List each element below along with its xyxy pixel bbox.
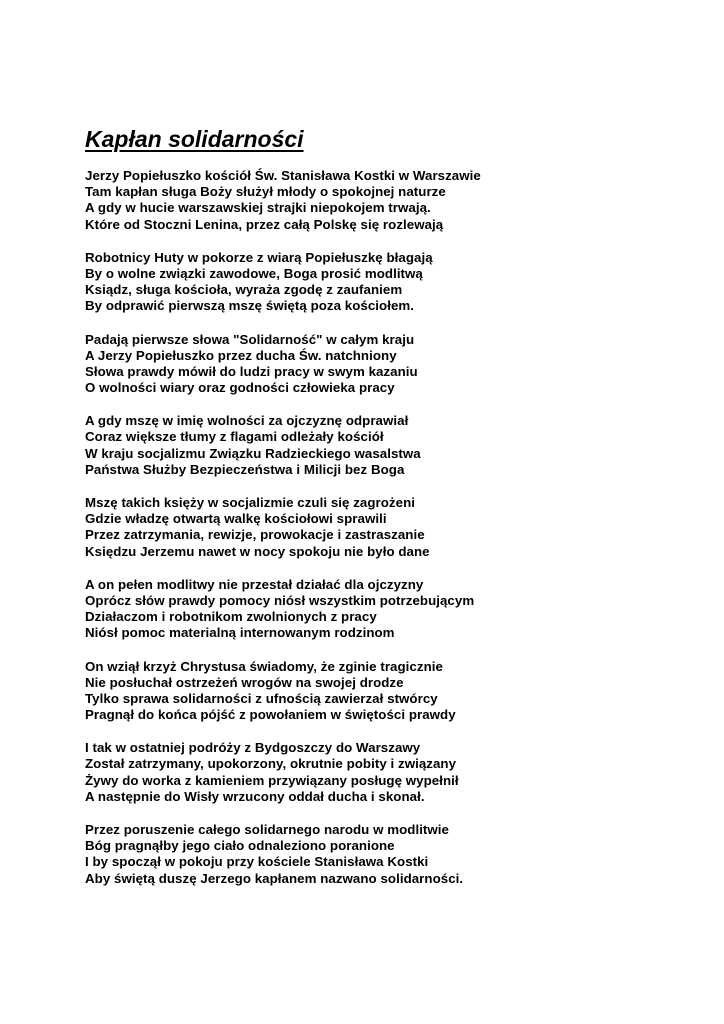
poem-line: Tylko sprawa solidarności z ufnością zawierzał stwórcy xyxy=(85,690,438,706)
poem-line: Jerzy Popiełuszko kościół Św. Stanisława Kostki w Warszawie xyxy=(85,168,481,183)
poem-line: A gdy mszę w imię wolności za ojczyznę odprawiał xyxy=(85,413,409,429)
stanza-9 xyxy=(85,822,705,887)
poem-line: O wolności wiary oraz godności człowieka pracy xyxy=(85,380,395,396)
poem-line: I by spoczął w pokoju przy kościele Stanisława Kostki xyxy=(85,854,429,870)
poem-line: Które od Stoczni Lenina, przez całą Polskę się rozlewają xyxy=(85,216,444,232)
stanza-2 xyxy=(85,250,705,315)
poem-line: By odprawić pierwszą mszę świętą poza kościołem. xyxy=(85,298,415,314)
poem-line: Oprócz słów prawdy pomocy niósł wszystkim potrzebującym xyxy=(85,592,475,608)
poem-line: Niósł pomoc materialną internowanym rodzinom xyxy=(85,625,395,641)
poem-line: Pragnął do końca pójść z powołaniem w świętości prawdy xyxy=(85,707,456,723)
poem-line: Księdzu Jerzemu nawet w nocy spokoju nie było dane xyxy=(85,543,430,559)
poem-line: On wziął krzyż Chrystusa świadomy, że zginie tragicznie xyxy=(85,658,443,674)
poem-line: Słowa prawdy mówił do ludzi pracy w swym kazaniu xyxy=(85,363,418,379)
poem-line: By o wolne związki zawodowe, Boga prosić modlitwą xyxy=(85,265,423,281)
poem-line: Żywy do worka z kamieniem przywiązany posługę wypełnił xyxy=(85,772,459,788)
poem-line: Coraz większe tłumy z flagami odleżały kościół xyxy=(85,429,384,445)
poem-line: Przez poruszenie całego solidarnego narodu w modlitwie xyxy=(85,822,449,837)
stanza-8 xyxy=(85,740,705,805)
poem-line: A następnie do Wisły wrzucony oddał ducha i skonał. xyxy=(85,788,425,804)
poem-line: Został zatrzymany, upokorzony, okrutnie pobity i związany xyxy=(85,756,457,772)
poem-line: A on pełen modlitwy nie przestał działać dla ojczyzny xyxy=(85,576,424,592)
poem-line: Nie posłuchał ostrzeżeń wrogów na swojej drodze xyxy=(85,674,404,690)
poem-line: Ksiądz, sługa kościoła, wyraża zgodę z zaufaniem xyxy=(85,282,403,298)
poem-line: Tam kapłan sługa Boży służył młody o spokojnej naturze xyxy=(85,184,446,200)
stanza-4 xyxy=(85,413,705,478)
poem-title: Kapłan solidarności xyxy=(85,126,304,152)
poem-line: Państwa Służby Bezpieczeństwa i Milicji bez Boga xyxy=(85,461,405,477)
poem-line: I tak w ostatniej podróży z Bydgoszczy do Warszawy xyxy=(85,740,421,756)
poem-line: Padają pierwsze słowa "Solidarność" w całym kraju xyxy=(85,331,415,347)
stanza-3 xyxy=(85,332,705,397)
poem-line: Mszę takich księży w socjalizmie czuli się zagrożeni xyxy=(85,495,415,510)
stanza-5 xyxy=(85,495,705,560)
stanza-7 xyxy=(85,659,705,724)
poem-line: Aby świętą duszę Jerzego kapłanem nazwano solidarności. xyxy=(85,870,464,886)
poem-line: A gdy w hucie warszawskiej strajki niepokojem trwają. xyxy=(85,200,431,216)
poem-line: Gdzie władzę otwartą walkę kościołowi sprawili xyxy=(85,511,387,527)
poem-line: Robotnicy Huty w pokorze z wiarą Popiełuszkę błagają xyxy=(85,249,433,265)
poem-line: Działaczom i robotnikom zwolnionych z pracy xyxy=(85,609,377,625)
poem-line: A Jerzy Popiełuszko przez ducha Św. natchniony xyxy=(85,347,397,363)
poem-line: Bóg pragnąłby jego ciało odnaleziono poranione xyxy=(85,838,395,854)
poem-line: W kraju socjalizmu Związku Radzieckiego wasalstwa xyxy=(85,445,421,461)
stanza-1 xyxy=(85,168,705,233)
poem-line: Przez zatrzymania, rewizje, prowokacje i zastraszanie xyxy=(85,527,425,543)
poem-body xyxy=(85,168,705,904)
stanza-6 xyxy=(85,577,705,642)
